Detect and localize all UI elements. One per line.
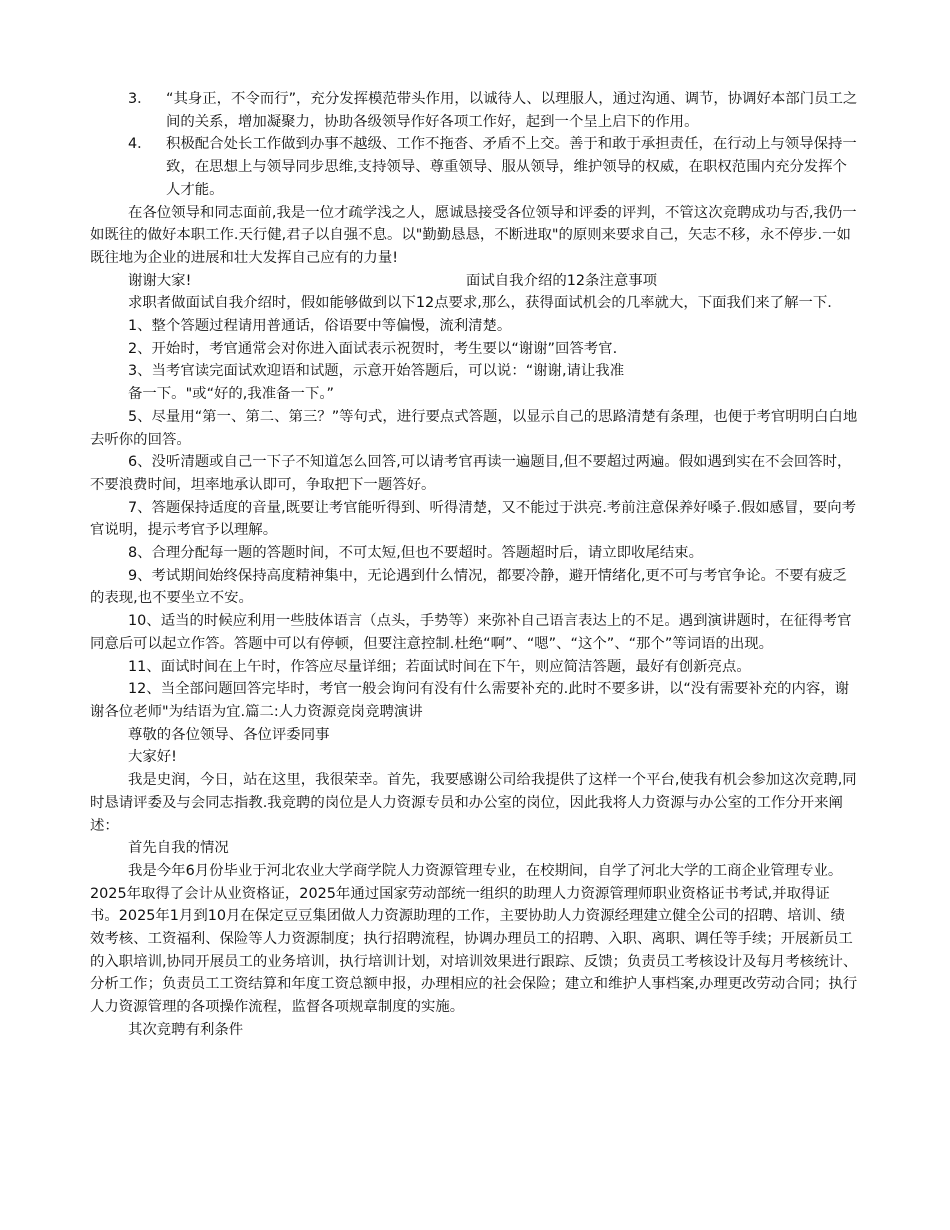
self-intro-heading: 首先自我的情况	[128, 840, 229, 857]
tip-3-continued: 备一下。"或“好的,我准备一下。”	[128, 386, 334, 403]
item-number: 4．	[128, 136, 152, 153]
self-intro-paragraph: 我是今年6月份毕业于河北农业大学商学院人力资源管理专业，在校期间，自学了河北大学的工商企业管理专业。2025年取得了会计从业资格证，2025年通过国家劳动部统一组织的助理人力资源管理师职业资格证书考试,并取得证书。2025年1月到10月在保定豆豆集团做人力资源助理的工作，主要协助人力资源经理建立健全公司的招聘、培训、绩效考核、工资福利、保险等人力资源制度；执行招聘流程，协调办理员工的招聘、入职、离职、调任等手续；开展新员工的入职培训,协同开展员工的业务培训，执行培训计划，对培训效果进行跟踪、反馈；负责员工考核设计及每月考核统计、分析工作；负责员工工资结算和年度工资总额申报，办理相应的社会保险；建立和维护人事档案,办理更改劳动合同；执行人力资源管理的各项操作流程，监督各项规章制度的实施。	[90, 862, 858, 1016]
tip-11: 11、面试时间在上午时，作答应尽量详细；若面试时间在下午，则应简洁答题，最好有创新亮点。	[128, 658, 751, 675]
section-title: 面试自我介绍的12条注意事项	[466, 272, 657, 289]
tip-2: 2、开始时，考官通常会对你进入面试表示祝贺时，考生要以“谢谢”回答考官.	[128, 340, 618, 357]
tip-12: 12、当全部问题回答完毕时，考官一般会询问有没有什么需要补充的.此时不要多讲，以“没有需要补充的内容，谢谢各位老师"为结语为宜.篇二:人力资源竞岗竞聘演讲	[90, 681, 850, 720]
closing-paragraph: 在各位领导和同志面前,我是一位才疏学浅之人，愿诚恳接受各位领导和评委的评判，不管这次竞聘成功与否,我仍一如既往的做好本职工作.天行健,君子以自强不息。以"勤勤恳恳，不断进取"的原则来要求自己，矢志不移，永不停步.一如既往地为企业的进展和壮大发挥自己应有的力量!	[90, 204, 857, 266]
speech-intro-paragraph: 我是史润，今日，站在这里，我很荣幸。首先，我要感谢公司给我提供了这样一个平台,使我有机会参加这次竞聘,同时恳请评委及与会同志指教.我竞聘的岗位是人力资源专员和办公室的岗位，因此我将人力资源与办公室的工作分开来阐述：	[90, 772, 857, 834]
tip-9: 9、考试期间始终保持高度精神集中，无论遇到什么情况，都要冷静，避开情绪化,更不可与考官争论。不要有疲乏的表现,也不要坐立不安。	[90, 567, 847, 607]
tip-6: 6、没听清题或自己一下子不知道怎么回答,可以请考官再读一遍题目,但不要超过两遍。假如遇到实在不会回答时，不要浪费时间，坦率地承认即可，争取把下一题答好。	[90, 454, 852, 493]
greeting: 大家好!	[128, 749, 177, 766]
numbered-item-4	[90, 133, 858, 201]
tip-5: 5、尽量用“第一、第二、第三？”等句式，进行要点式答题，以显示自己的思路清楚有条理，也便于考官明明白白地去听你的回答。	[90, 408, 858, 448]
item-text: “其身正，不令而行”，充分发挥模范带头作用，以诚待人、以理服人，通过沟通、调节，协调好本部门员工之间的关系，增加凝聚力，协助各级领导作好各项工作好，起到一个呈上启下的作用。	[166, 91, 858, 130]
tip-8: 8、合理分配每一题的答题时间，不可太短,但也不要超时。答题超时后，请立即收尾结束。	[128, 545, 703, 562]
tip-3: 3、当考官读完面试欢迎语和试题，示意开始答题后，可以说：“谢谢,请让我准	[128, 363, 625, 380]
advantage-heading: 其次竞聘有利条件	[128, 1021, 244, 1038]
salutation: 尊敬的各位领导、各位评委同事	[128, 726, 330, 743]
item-text: 积极配合处长工作做到办事不越级、工作不拖沓、矛盾不上交。善于和敢于承担责任，在行动上与领导保持一致，在思想上与领导同步思维,支持领导、尊重领导、服从领导，维护领导的权威，在职权范围内充分发挥个人才能。	[166, 136, 857, 198]
thanks-text: 谢谢大家!	[128, 272, 192, 289]
intro-paragraph: 求职者做面试自我介绍时，假如能够做到以下12点要求,那么，获得面试机会的几率就大，下面我们来了解一下.	[128, 295, 832, 312]
item-number: 3．	[128, 91, 152, 107]
thanks-and-title-line	[90, 270, 858, 293]
tip-1: 1、整个答题过程请用普通话，俗语要中等偏慢，流利清楚。	[128, 318, 512, 335]
tip-7: 7、答题保持适度的音量,既要让考官能听得到、听得清楚，又不能过于洪亮.考前注意保养好嗓子.假如感冒，要向考官说明，提示考官予以理解。	[90, 499, 857, 539]
numbered-item-3	[90, 88, 858, 133]
tip-10: 10、适当的时候应利用一些肢体语言（点头，手势等）来弥补自己语言表达上的不足。遇到演讲题时，在征得考官同意后可以起立作答。答题中可以有停顿，但要注意控制.杜绝“啊”、“嗯”、“这个”、“那个”等词语的出现。	[90, 613, 852, 652]
